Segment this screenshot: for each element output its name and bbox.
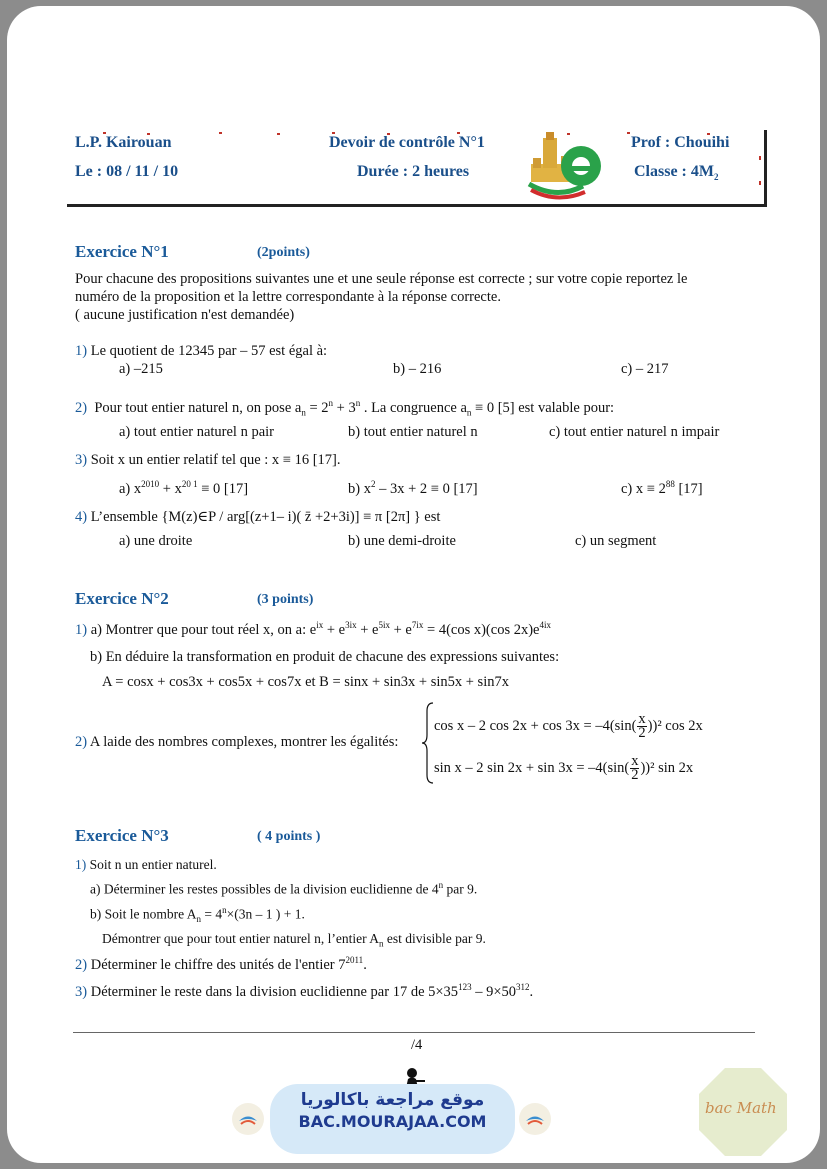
ex2-q1a: 1) a) Montrer que pour tout réel x, on a: $e^{ix} + e^{3ix} + e^{5ix} + e^{7ix} = 4(\cos$ x)(cos $2x)e^{4ix}$ bbox=[75, 620, 551, 638]
document-page bbox=[7, 6, 820, 1163]
ex1-q2-choice-a: a) tout entier naturel n pair bbox=[119, 424, 275, 440]
ex1-q4-choice-a: a) une droite bbox=[119, 533, 193, 549]
site-banner[interactable] bbox=[270, 1084, 515, 1154]
ex1-q4: 4) L’ensemble {M(z)∈P / arg[(z+1– i)( z̄ +2+3i)] ≡ π [2π] } est bbox=[75, 509, 441, 525]
class-name: Classe : $4M_2$ bbox=[634, 163, 719, 183]
teacher-name: Prof : Chouihi bbox=[631, 134, 730, 151]
ex1-q1-choice-b: b) – 216 bbox=[393, 361, 442, 377]
ex1-intro-line3: ( aucune justification n'est demandée) bbox=[75, 307, 295, 323]
ex2-equation-1: cos x – 2 cos 2x + cos 3x = –4(sin( $\frac{x}{2}$ ))² cos 2x bbox=[434, 711, 703, 741]
ex2-q2: 2) A laide des nombres complexes, montrer les égalités: bbox=[75, 734, 399, 750]
decor-tick bbox=[219, 132, 222, 134]
right-badge-icon bbox=[518, 1102, 552, 1136]
decor-tick bbox=[627, 132, 630, 134]
ex2-q1b: b) En déduire la transformation en produit de chacune des expressions suivantes: bbox=[90, 649, 560, 665]
footer-divider bbox=[73, 1032, 755, 1033]
ex1-intro-line2: numéro de la proposition et la lettre correspondante à la réponse correcte. bbox=[75, 289, 501, 305]
ex3-q1b: b) Soit le nombre $A_n = 4^n\times(3n - 1$ ) + 1. bbox=[90, 905, 305, 925]
exam-duration: Durée : 2 heures bbox=[357, 163, 470, 180]
ex3-title: Exercice N°3 bbox=[75, 826, 169, 845]
banner-url[interactable]: BAC.MOURAJAA.COM bbox=[298, 1112, 487, 1131]
ex3-q1: 1) Soit n un entier naturel. bbox=[75, 857, 217, 872]
ex1-q1: 1) Le quotient de 12345 par – 57 est égal à: bbox=[75, 343, 328, 359]
ex3-q1c: Démontrer que pour tout entier naturel n, l’entier $A_n$ est divisible par 9. bbox=[102, 931, 486, 949]
system-brace bbox=[421, 701, 435, 785]
ex1-q4-choice-b: b) une demi-droite bbox=[348, 533, 456, 549]
ex3-q3: 3) Déterminer le reste dans la division euclidienne par 17 de $5\times 35^{123} - 9\times 50^{312}$. bbox=[75, 982, 534, 1000]
bac-math-text: bac Math bbox=[705, 1099, 777, 1117]
exam-date: Le : 08 / 11 / 10 bbox=[75, 163, 179, 180]
decor-tick bbox=[759, 181, 761, 185]
ex1-title: Exercice N°1 bbox=[75, 242, 169, 261]
ex1-q3: 3) Soit x un entier relatif tel que : x ≡ 16 [17]. bbox=[75, 452, 341, 468]
exam-title: Devoir de contrôle N°1 bbox=[329, 134, 485, 151]
decor-tick bbox=[759, 156, 761, 160]
ex1-q1-choice-c: c) – 217 bbox=[621, 361, 669, 377]
ex2-points: (3 points) bbox=[257, 592, 314, 607]
ex1-q1-choice-a: a) –215 bbox=[119, 361, 163, 377]
ex1-q4-choice-c: c) un segment bbox=[575, 533, 657, 549]
page-number: /4 bbox=[411, 1037, 423, 1053]
ex1-q2-choice-b: b) tout entier naturel n bbox=[348, 424, 478, 440]
school-logo bbox=[527, 128, 605, 202]
ex1-intro-line1: Pour chacune des propositions suivantes une et une seule réponse est correcte ; sur votre copie reportez le bbox=[75, 271, 688, 287]
ex3-q1a: a) Déterminer les restes possibles de la division euclidienne de 4$^n$ par 9. bbox=[90, 880, 478, 897]
left-badge-icon bbox=[231, 1102, 265, 1136]
ex1-points: (2points) bbox=[257, 245, 310, 260]
ex3-points: ( 4 points ) bbox=[257, 829, 321, 844]
banner-arabic-text: موقع مراجعة باكالوريا bbox=[300, 1090, 485, 1110]
ex1-q2: 2) Pour tout entier naturel n, on pose $a_n = 2^n + 3^n$ . La congruence $a_n \equiv 0$ [5] est valable pour: bbox=[75, 398, 615, 418]
ex1-q3-choice-a: a) $x^{2010} + x^{20 1} \equiv 0$ [17] bbox=[119, 479, 249, 497]
ex2-q1-expressions: A = cosx + cos3x + cos5x + cos7x et B = sinx + sin3x + sin5x + sin7x bbox=[102, 674, 509, 690]
ex1-q3-choice-c: c) $x \equiv 2^{88}$ [17] bbox=[621, 479, 703, 497]
ex1-q2-choice-c: c) tout entier naturel n impair bbox=[549, 424, 720, 440]
school-name: L.P. Kairouan bbox=[75, 134, 172, 151]
decor-tick bbox=[277, 133, 280, 135]
ex2-equation-2: sin x – 2 sin 2x + sin 3x = –4(sin( $\frac{x}{2}$ ))² sin 2x bbox=[434, 753, 694, 783]
ex1-q3-choice-b: b) $x^2 - 3x + 2 \equiv 0$ [17] bbox=[348, 479, 478, 497]
ex3-q2: 2) Déterminer le chiffre des unités de l'entier $7^{2011}$. bbox=[75, 955, 367, 973]
ex2-title: Exercice N°2 bbox=[75, 589, 169, 608]
